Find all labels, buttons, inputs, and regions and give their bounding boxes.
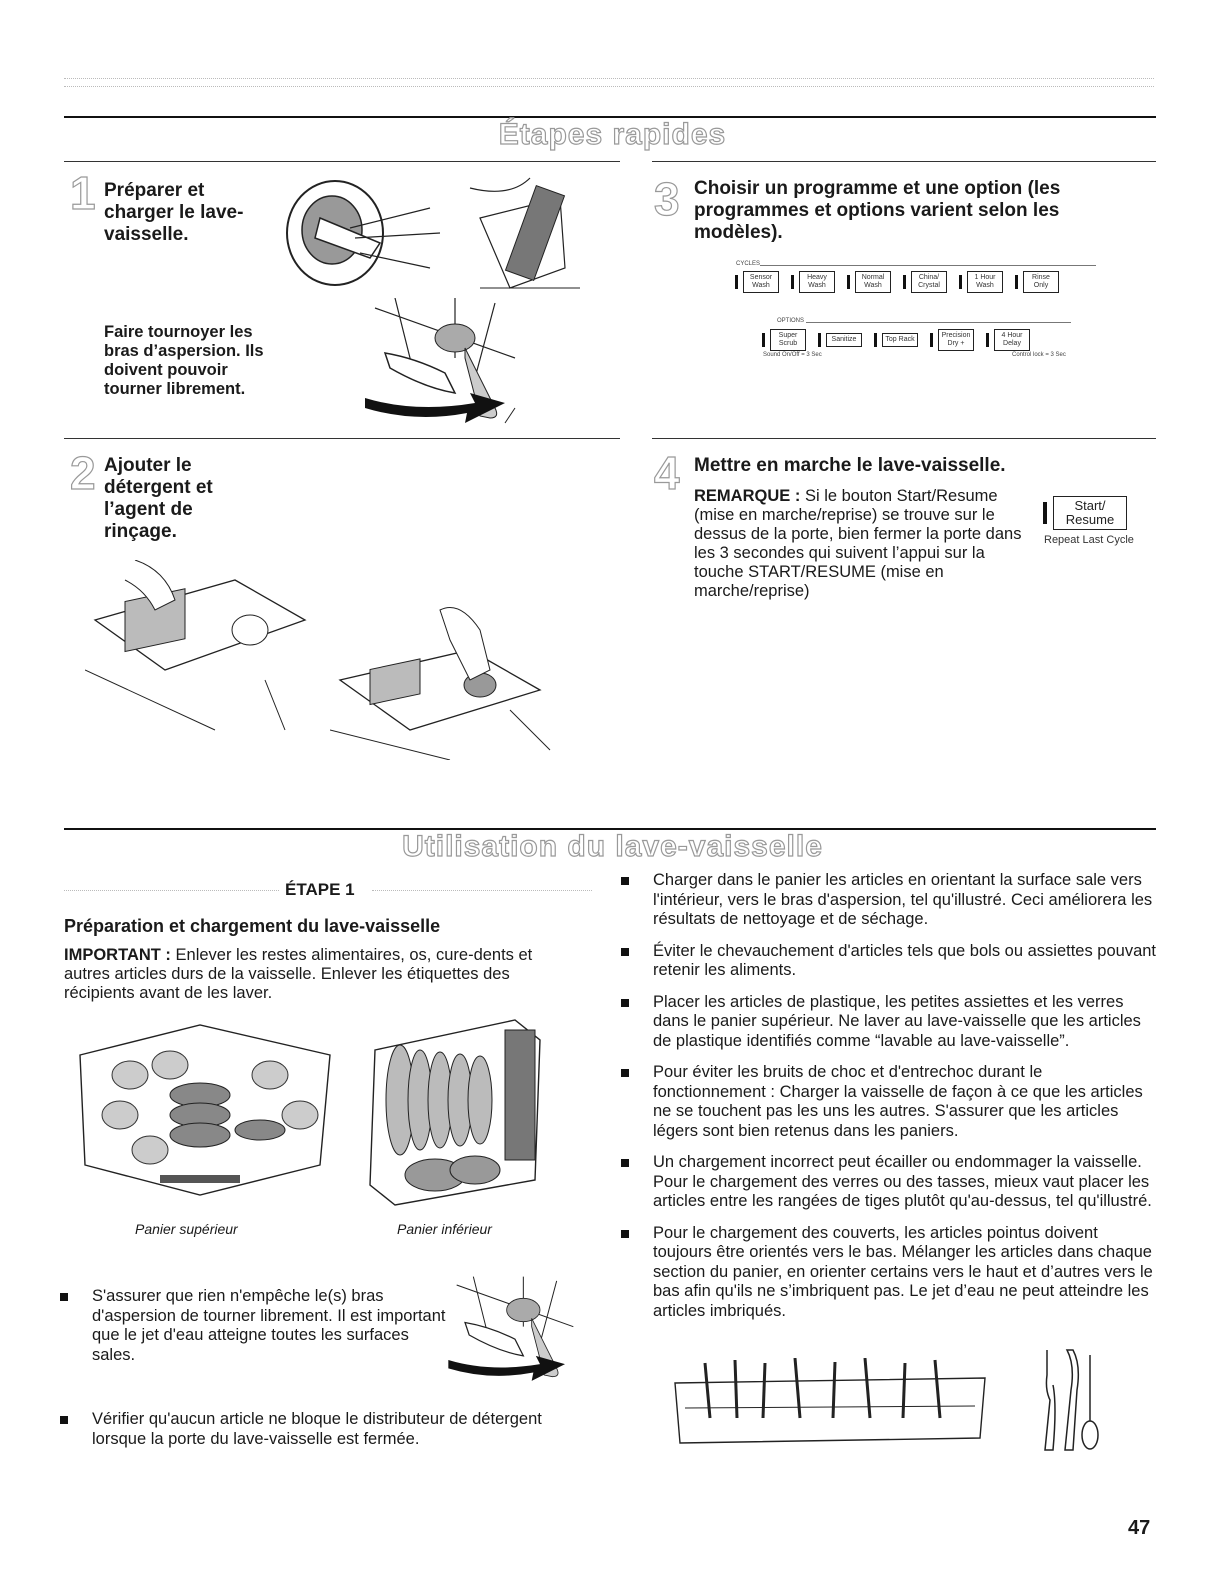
start-resume-button[interactable]: Start/ Resume bbox=[1053, 496, 1127, 530]
header-dotted-band-2 bbox=[64, 86, 1154, 87]
left-bullet-list bbox=[56, 1287, 451, 1377]
list-item: Charger dans le panier les articles en orientant la surface sale vers l'intérieur, vers le bras d'aspersion, tel qu'illustré. Ceci améliorera les résultats de nettoyage et de séchage. bbox=[617, 871, 1157, 930]
cycle-button-heavy-wash[interactable]: Heavy Wash bbox=[791, 271, 835, 293]
spray-arm-illustration-2 bbox=[440, 1265, 590, 1405]
start-led bbox=[1043, 502, 1047, 524]
spray-arm-illustration bbox=[355, 298, 535, 438]
rinse-aid-illustration bbox=[330, 600, 560, 760]
cycle-button-sensor-wash[interactable]: Sensor Wash bbox=[735, 271, 779, 293]
important-text: Enlever les restes alimentaires, os, cure-dents et autres articles durs de la vaisselle. Enlever les étiquettes des récipients avant de les laver. bbox=[64, 946, 533, 1002]
right-bullet-list bbox=[617, 871, 1157, 1333]
list-item: Pour le chargement des couverts, les articles pointus doivent toujours être orientés vers le bas. Mélanger les articles dans chaque section du panier, en orienter certains vers le haut et d’autres vers le bas afin qu'ils ne s’imbriquent pas. Le jet d’eau ne peut atteindre les articles imbriqués. bbox=[617, 1224, 1157, 1322]
loading-plates-illustration bbox=[280, 168, 580, 298]
detergent-dispenser-illustration bbox=[85, 560, 315, 740]
step-row-divider-right bbox=[652, 438, 1156, 439]
step1-title: Préparer et charger le lave-vaisselle. bbox=[104, 180, 244, 245]
step4-note-label: REMARQUE : bbox=[694, 487, 801, 505]
options-rule bbox=[806, 322, 1071, 323]
cycle-button-1-hour-wash[interactable]: 1 Hour Wash bbox=[959, 271, 1003, 293]
page-number: 47 bbox=[1128, 1517, 1151, 1539]
options-label: OPTIONS bbox=[777, 318, 805, 324]
sound-note: Sound On/Off = 3 Sec bbox=[763, 352, 822, 358]
usage-title: Utilisation du lave-vaisselle bbox=[402, 830, 823, 863]
list-item: Un chargement incorrect peut écailler ou endommager la vaisselle. Pour le chargement des verres ou des tasses, mieux vaut placer les articles entre les rangées de tiges plutôt qu'au-dessus, tel qu'illustré. bbox=[617, 1153, 1157, 1212]
options-row bbox=[762, 329, 1042, 351]
important-paragraph bbox=[64, 946, 579, 1003]
list-item: Vérifier qu'aucun article ne bloque le distributeur de détergent lorsque la porte du lave-vaisselle est fermée. bbox=[56, 1410, 596, 1449]
step4-number: 4 bbox=[654, 447, 680, 499]
cycle-button-rinse-only[interactable]: Rinse Only bbox=[1015, 271, 1059, 293]
option-button-super-scrub[interactable]: Super Scrub bbox=[762, 329, 806, 351]
step1-number: 1 bbox=[70, 167, 96, 219]
option-button-top-rack[interactable]: Top Rack bbox=[874, 333, 918, 347]
left-bullet-list-2 bbox=[56, 1410, 596, 1461]
utensils-illustration bbox=[1035, 1345, 1105, 1455]
list-item: Placer les articles de plastique, les petites assiettes et les verres dans le panier supérieur. Ne laver au lave-vaisselle que les articles de plastique identifiés comme “lavable au lave-vaisselle”. bbox=[617, 993, 1157, 1052]
important-label: IMPORTANT : bbox=[64, 946, 171, 964]
step2-title: Ajouter le détergent et l’agent de rinçage. bbox=[104, 455, 213, 542]
lower-rack-illustration bbox=[355, 1010, 555, 1210]
step-row-divider-left bbox=[64, 438, 620, 439]
step4-note bbox=[694, 487, 1029, 601]
option-button-precision-dry[interactable]: Precision Dry + bbox=[930, 329, 974, 351]
option-button-4-hour-delay[interactable]: 4 Hour Delay bbox=[986, 329, 1030, 351]
step3-number: 3 bbox=[654, 173, 680, 225]
cycles-row bbox=[735, 271, 1071, 293]
header-dotted-band bbox=[64, 78, 1154, 79]
quick-steps-right-rule bbox=[652, 161, 1156, 162]
caption-lower-rack: Panier inférieur bbox=[397, 1221, 492, 1237]
step2-number: 2 bbox=[70, 447, 96, 499]
usage-subtitle: Préparation et chargement du lave-vaisselle bbox=[64, 916, 441, 936]
list-item: Éviter le chevauchement d'articles tels que bols ou assiettes pouvant retenir les aliments. bbox=[617, 942, 1157, 981]
start-resume-control[interactable] bbox=[1043, 496, 1127, 530]
cycle-button-china-crystal[interactable]: China/ Crystal bbox=[903, 271, 947, 293]
step4-title: Mettre en marche le lave-vaisselle. bbox=[694, 455, 1006, 476]
cycle-button-normal-wash[interactable]: Normal Wash bbox=[847, 271, 891, 293]
list-item: S'assurer que rien n'empêche le(s) bras d'aspersion de tourner librement. Il est important que le jet d'eau atteigne toutes les surfaces sales. bbox=[56, 1287, 451, 1365]
step-label-dots-right bbox=[372, 890, 592, 891]
step-label-dots-left bbox=[64, 890, 279, 891]
cycles-label: CYCLES bbox=[736, 261, 761, 267]
step3-title: Choisir un programme et une option (les programmes et options varient selon les modèles). bbox=[694, 178, 1061, 243]
quick-steps-left-rule bbox=[64, 161, 620, 162]
step-label: ÉTAPE 1 bbox=[285, 880, 355, 899]
list-item: Pour éviter les bruits de choc et d'entrechoc durant le fonctionnement : Charger la vaisselle de façon à ce que les articles ne se touchent pas les uns les autres. S'assurer que les articles légers sont bien retenus dans les paniers. bbox=[617, 1063, 1157, 1141]
repeat-last-cycle-label: Repeat Last Cycle bbox=[1044, 534, 1134, 546]
step4-note-text: Si le bouton Start/Resume (mise en marche/reprise) se trouve sur le dessus de la porte, bien fermer la porte dans les 3 secondes qui suivent l’appui sur la touche START/RESUME (mise en marche/reprise) bbox=[694, 487, 1022, 600]
upper-rack-illustration bbox=[60, 1015, 340, 1205]
caption-upper-rack: Panier supérieur bbox=[135, 1221, 238, 1237]
lock-note: Control lock = 3 Sec bbox=[1012, 352, 1066, 358]
step1-rotate-text: Faire tournoyer les bras d’aspersion. Ils doivent pouvoir tourner librement. bbox=[104, 323, 264, 398]
quick-steps-title: Étapes rapides bbox=[498, 118, 727, 151]
cutlery-basket-illustration bbox=[665, 1358, 995, 1448]
option-button-sanitize[interactable]: Sanitize bbox=[818, 333, 862, 347]
cycles-rule bbox=[760, 265, 1096, 266]
